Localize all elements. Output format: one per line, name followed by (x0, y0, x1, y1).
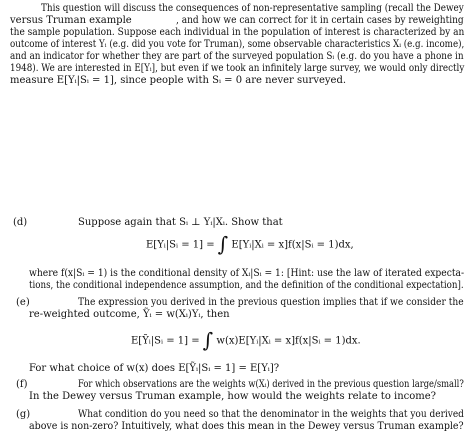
part-g-line-1: What condition do you need so that the denominator in the weights that you derived (78, 409, 464, 420)
integral-symbol: ∫ (217, 232, 229, 256)
intro-line-4: outcome of interest Yᵢ (e.g. did you vote for Truman), some observable characteristics Xᵢ (e.g. income), (10, 39, 465, 50)
part-e-label: (e) (16, 297, 30, 308)
part-g-line-2: above is non-zero? Intuitively, what does this mean in the Dewey versus Truman example? (29, 421, 464, 432)
part-e-eq-left: E[Ỹᵢ|Sᵢ = 1] = (131, 335, 200, 347)
part-f-label: (f) (16, 379, 28, 390)
part-g-label: (g) (16, 409, 31, 420)
part-e-lead: The expression you derived in the previous question implies that if we consider the (78, 297, 464, 308)
part-e-after-1: For what choice of w(x) does E[Ỹᵢ|Sᵢ = 1] = E[Yᵢ]? (29, 363, 280, 374)
part-f-line-2: In the Dewey versus Truman example, how would the weights relate to income? (29, 391, 437, 402)
intro-line-2b: , and how we can correct for it in certain cases by reweighting (176, 15, 464, 26)
part-e-eq-right: w(x)E[Yᵢ|Xᵢ = x]f(x|Sᵢ = 1)dx. (216, 335, 361, 347)
part-d-after-2: tions, the conditional independence assumption, and the definition of the conditional expectation]. (29, 280, 464, 291)
part-e-equation (131, 328, 361, 352)
intro-line-7: measure E[Yᵢ|Sᵢ = 1], since people with Sᵢ = 0 are never surveyed. (10, 75, 347, 86)
part-d-label: (d) (13, 217, 28, 228)
intro-line-1: This question will discuss the consequences of non-representative sampling (recall the Dewey (41, 3, 464, 14)
intro-line-6: 1948). We are interested in E[Yᵢ], but even if we took an infinitely large survey, we would only directly (10, 63, 465, 74)
part-d-equation (146, 232, 354, 256)
integral-symbol: ∫ (202, 328, 214, 352)
part-f-line-1: For which observations are the weights w(Xᵢ) derived in the previous question large/small? (78, 379, 464, 390)
part-d-eq-right: E[Yᵢ|Xᵢ = x]f(x|Sᵢ = 1)dx, (231, 239, 354, 251)
part-d-eq-left: E[Yᵢ|Sᵢ = 1] = (146, 239, 215, 251)
part-e-lead-2: re-weighted outcome, Ỹᵢ = w(Xᵢ)Yᵢ, then (29, 309, 230, 320)
part-d-after-1: where f(x|Sᵢ = 1) is the conditional density of Xᵢ|Sᵢ = 1: [Hint: use the law of iterated expecta- (29, 268, 465, 279)
part-d-lead: Suppose again that Sᵢ ⊥ Yᵢ|Xᵢ. Show that (78, 217, 283, 228)
intro-line-5: and an indicator for whether they are part of the surveyed population Sᵢ (e.g. do you have a phone in (10, 51, 464, 62)
intro-line-2a: versus Truman example (10, 15, 132, 26)
intro-line-3: the sample population. Suppose each individual in the population of interest is characterized by an (10, 27, 465, 38)
